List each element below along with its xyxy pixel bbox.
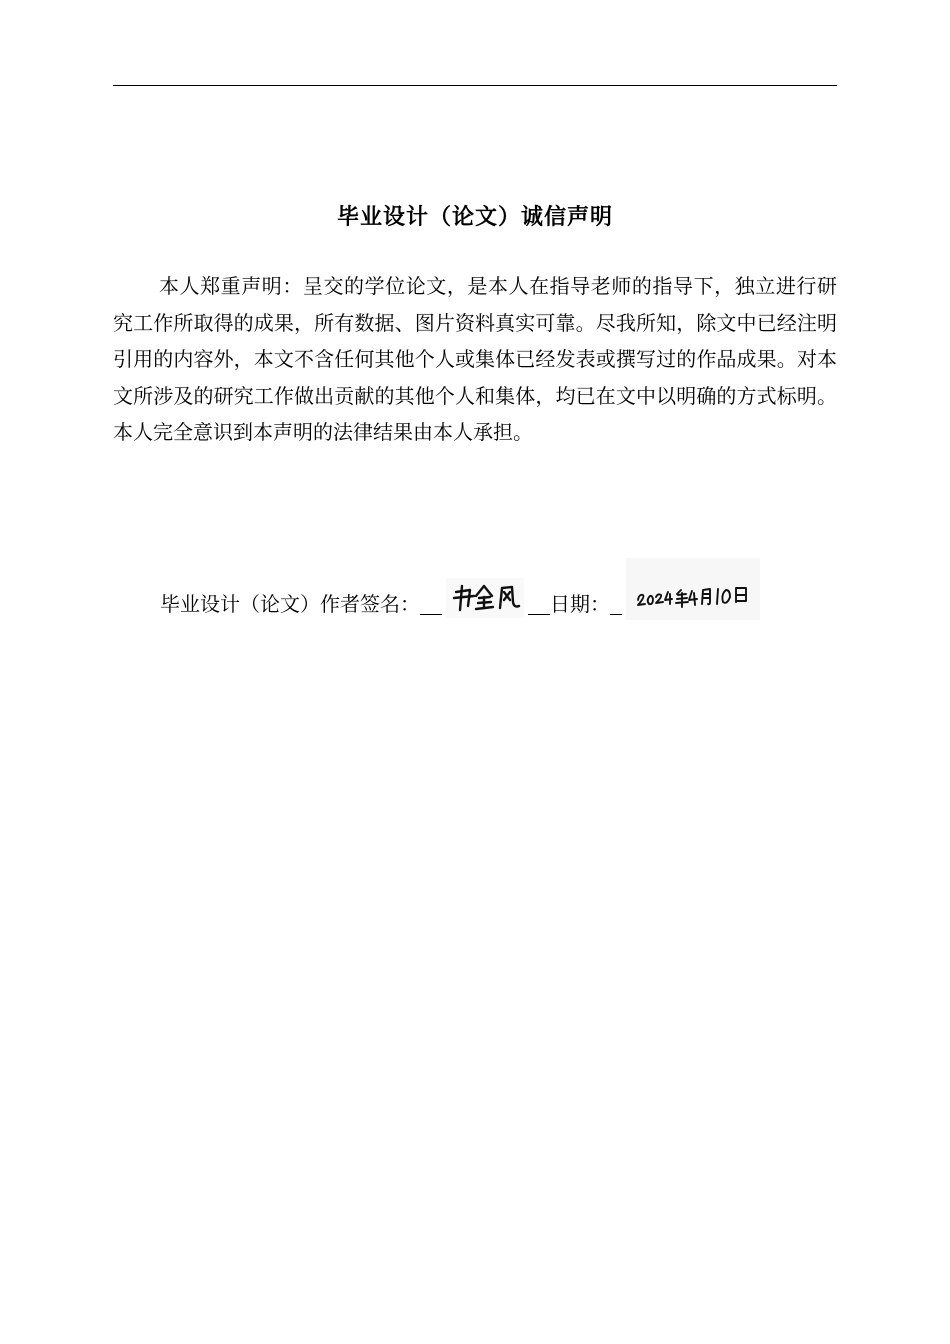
handwritten-date-icon — [626, 558, 760, 620]
page-title: 毕业设计（论文）诚信声明 — [336, 205, 613, 230]
declaration-paragraph: 本人郑重声明：呈交的学位论文，是本人在指导老师的指导下，独立进行研究工作所取得的成果，所有数据、图片资料真实可靠。尽我所知，除文中已经注明引用的内容外，本文不含任何其他个人或集体已经发表或撰写过的作品成果。对本文所涉及的研究工作做出贡献的其他个人和集体，均已在文中以明确的方式标明。本人完全意识到本声明的法律结果由本人承担。 — [113, 274, 837, 444]
date-blank-lead — [610, 592, 622, 615]
handwritten-signature-icon — [446, 578, 524, 618]
signature-blank-lead — [420, 592, 442, 615]
date-label: 日期： — [550, 592, 610, 616]
author-signature-label: 毕业设计（论文）作者签名： — [160, 592, 420, 616]
header-rule — [113, 85, 837, 86]
handwritten-date-image — [626, 558, 760, 620]
signature-blank-trail — [528, 592, 550, 615]
author-signature-image — [446, 578, 524, 618]
signature-row — [160, 578, 760, 618]
